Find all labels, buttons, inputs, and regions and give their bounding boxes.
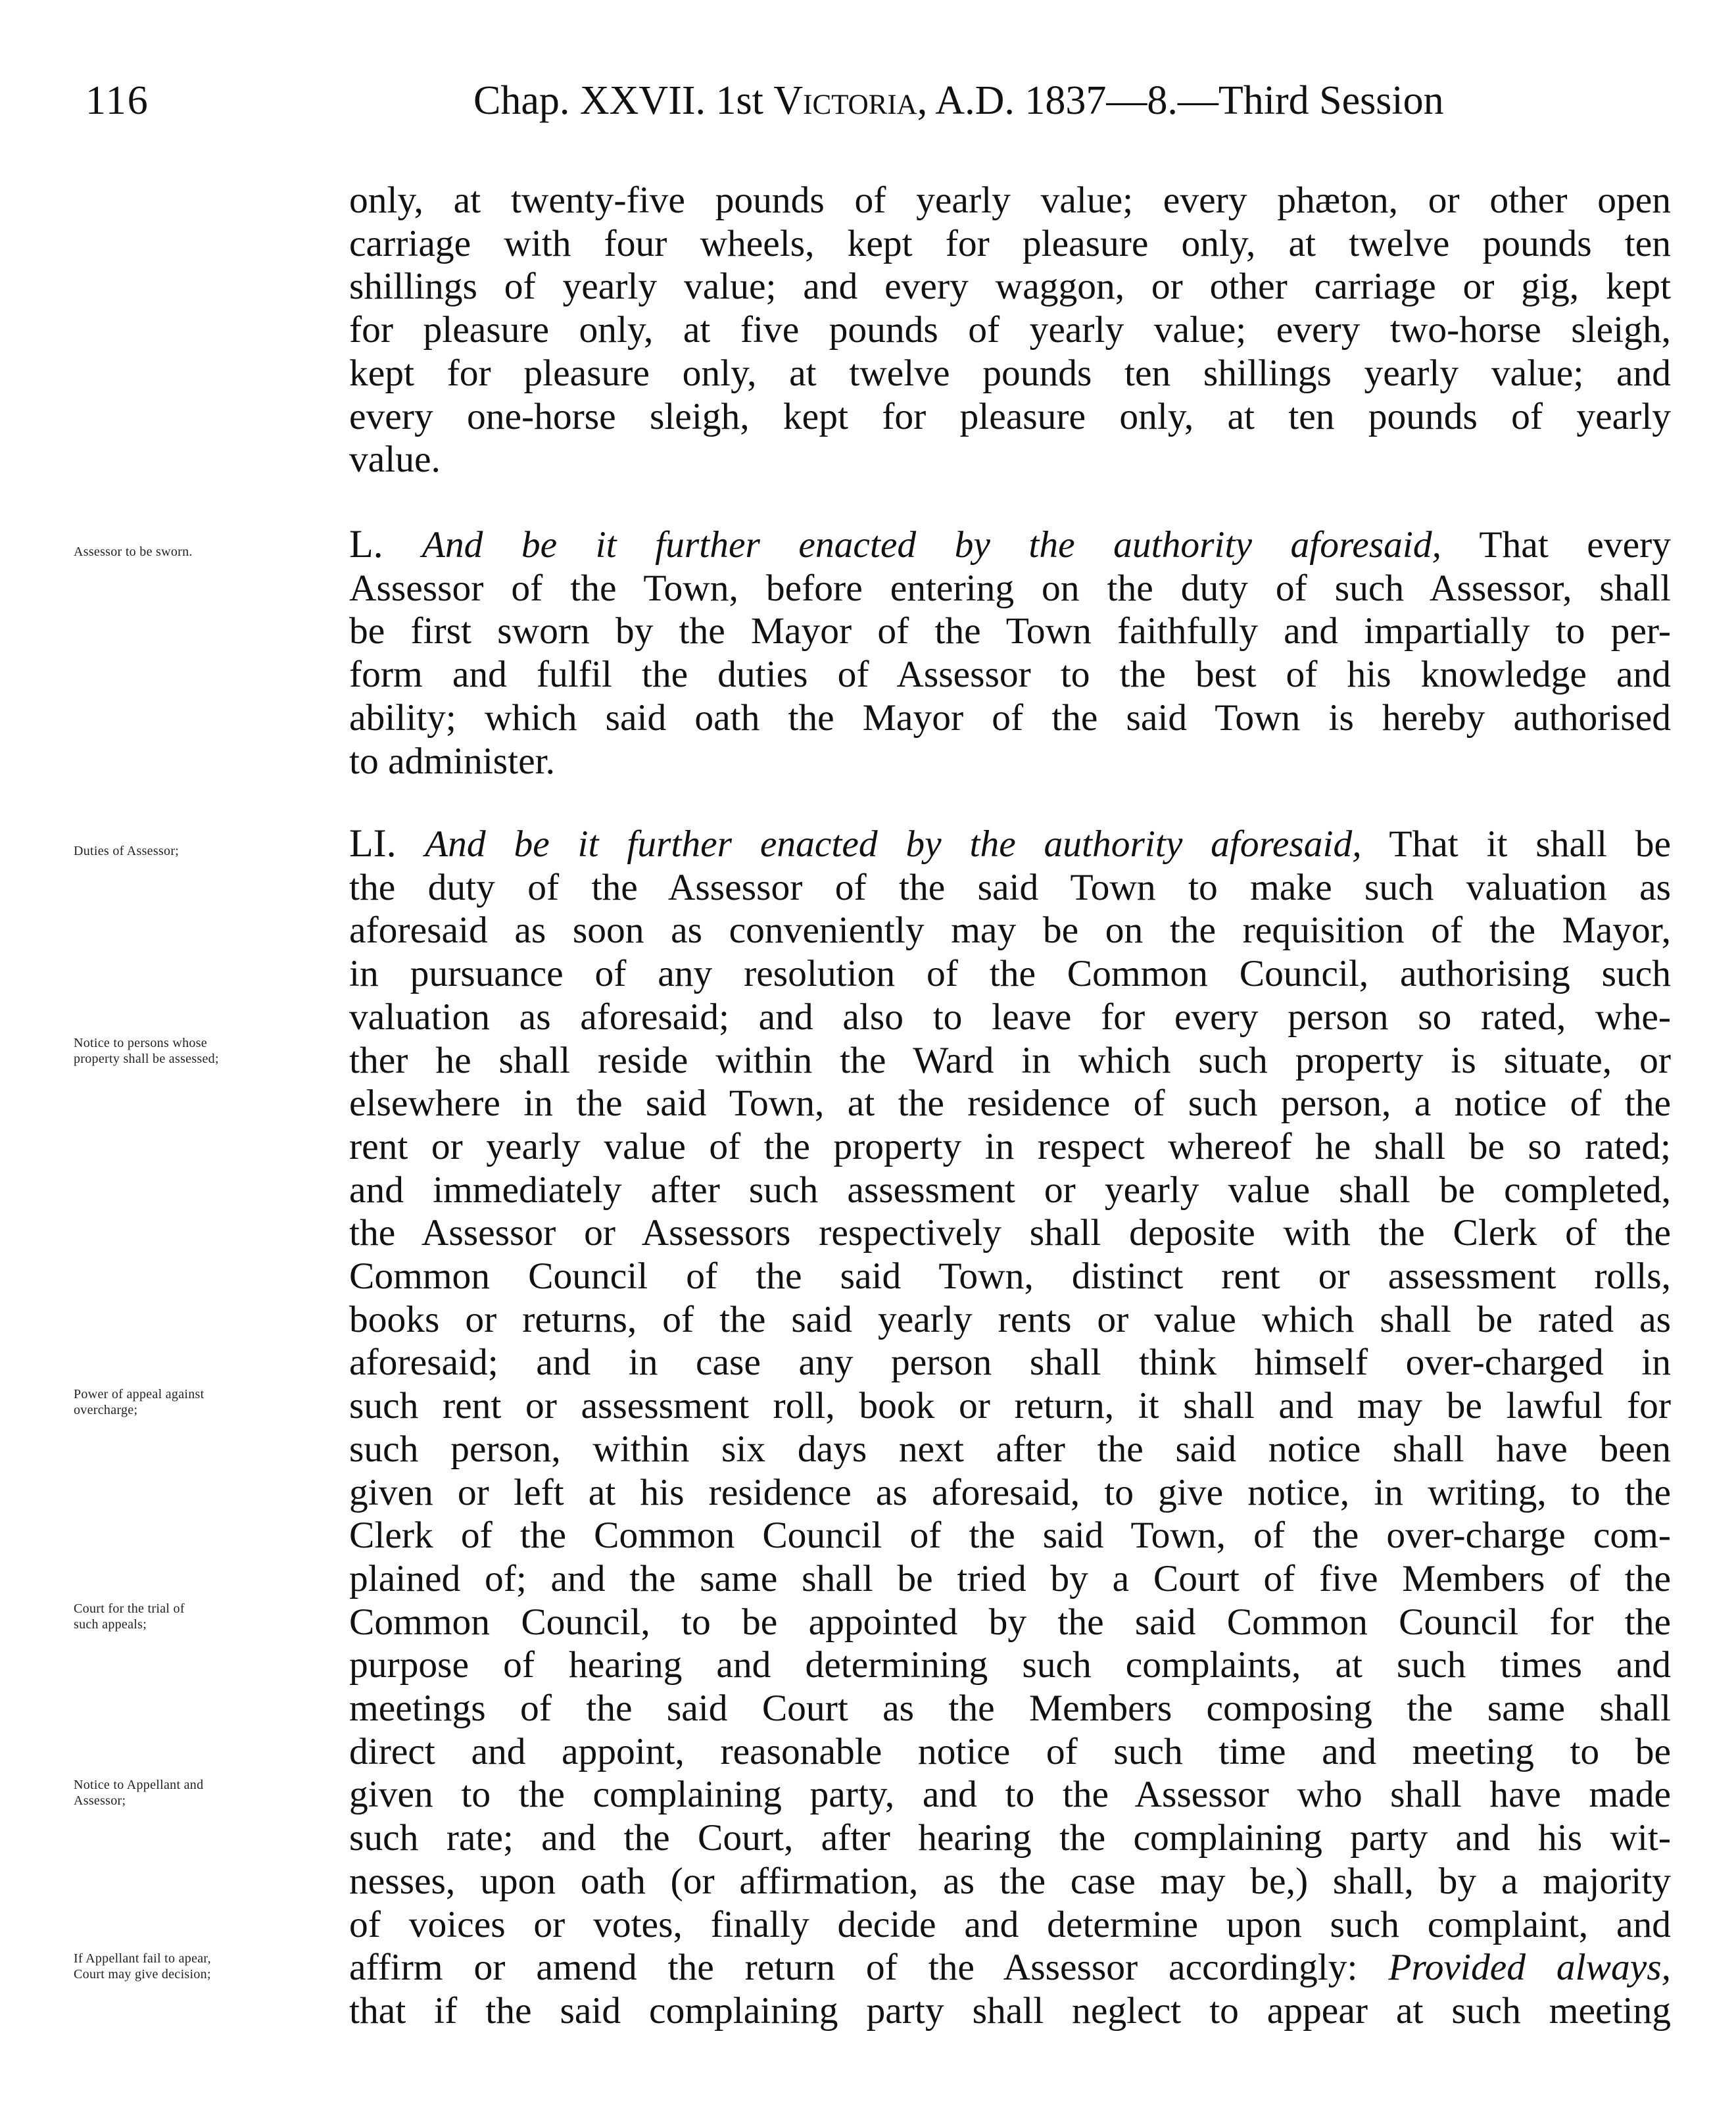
- session-date: , A.D. 1837—8.—Third Session: [917, 78, 1444, 123]
- marginal-note-line: overcharge;: [74, 1403, 138, 1417]
- marginal-note-line: Assessor;: [74, 1793, 126, 1808]
- text-line: and immediately after such assessment or yearly value shall be completed,: [349, 1169, 1671, 1211]
- text-line: Assessor of the Town, before entering on the duty of such Assessor, shall: [349, 567, 1671, 609]
- text-line: ability; which said oath the Mayor of the said Town is hereby authorised: [349, 696, 1671, 739]
- text-line: carriage with four wheels, kept for pleasure only, at twelve pounds ten: [349, 222, 1671, 264]
- chapter-title: Chap. XXVII. 1st: [473, 78, 774, 123]
- marginal-note-notice-persons: [74, 1035, 337, 1067]
- text-line: Clerk of the Common Council of the said Town, of the over-charge com-: [349, 1515, 1671, 1557]
- text-fragment: That every: [1441, 524, 1671, 566]
- section-first-line: [349, 523, 1671, 567]
- section-number: LI.: [349, 821, 425, 865]
- text-fragment: That it shall be: [1361, 823, 1671, 865]
- proviso-line: [349, 1946, 1671, 1989]
- text-line: the Assessor or Assessors respectively shall deposite with the Clerk of the: [349, 1212, 1671, 1254]
- text-line: given or left at his residence as aforesaid, to give notice, in writing, to the: [349, 1471, 1671, 1513]
- text-line: meetings of the said Court as the Members composing the same shall: [349, 1688, 1671, 1730]
- text-line: to administer.: [349, 740, 556, 782]
- text-line: nesses, upon oath (or affirmation, as the case may be,) shall, by a majority: [349, 1860, 1671, 1902]
- marginal-note-line: Notice to persons whose: [74, 1036, 207, 1050]
- marginal-note-line: Court for the trial of: [74, 1601, 185, 1616]
- marginal-note-notice-appellant: [74, 1777, 337, 1809]
- page-number: 116: [85, 78, 149, 123]
- text-line: such person, within six days next after the said notice shall have been: [349, 1428, 1671, 1470]
- marginal-note-line: Duties of Assessor;: [74, 844, 180, 858]
- text-fragment: affirm or amend the return of the Assessor accordingly:: [349, 1947, 1389, 1989]
- text-line: elsewhere in the said Town, at the residence of such person, a notice of the: [349, 1083, 1671, 1125]
- text-line: direct and appoint, reasonable notice of such time and meeting to be: [349, 1730, 1671, 1772]
- proviso-clause: Provided always,: [1388, 1947, 1671, 1989]
- monarch-name: Victoria: [773, 78, 917, 123]
- text-line: every one-horse sleigh, kept for pleasure only, at ten pounds of yearly: [349, 395, 1671, 437]
- text-line: the duty of the Assessor of the said Town to make such valuation as: [349, 866, 1671, 908]
- enacting-clause: And be it further enacted by the authority aforesaid,: [425, 823, 1362, 865]
- marginal-note-line: property shall be assessed;: [74, 1052, 219, 1066]
- text-line: such rent or assessment roll, book or return, it shall and may be lawful for: [349, 1385, 1671, 1427]
- marginal-note-line: Power of appeal against: [74, 1387, 205, 1401]
- text-line: valuation as aforesaid; and also to leave for every person so rated, whe-: [349, 996, 1671, 1038]
- text-line: only, at twenty-five pounds of yearly value; every phæton, or other open: [349, 180, 1671, 221]
- text-line: of voices or votes, finally decide and determine upon such complaint, and: [349, 1903, 1671, 1945]
- text-line: Common Council of the said Town, distinct rent or assessment rolls,: [349, 1255, 1671, 1298]
- text-line: be first sworn by the Mayor of the Town faithfully and impartially to per-: [349, 610, 1671, 652]
- text-line: Common Council, to be appointed by the said Common Council for the: [349, 1601, 1671, 1643]
- marginal-note-power-appeal: [74, 1386, 337, 1418]
- text-line: books or returns, of the said yearly rents or value which shall be rated as: [349, 1298, 1671, 1340]
- marginal-note-line: Court may give decision;: [74, 1967, 211, 1982]
- marginal-note-assessor-sworn: [74, 544, 337, 560]
- marginal-note-line: Assessor to be sworn.: [74, 545, 193, 559]
- page-header: [85, 78, 1664, 130]
- enacting-clause: And be it further enacted by the authority aforesaid,: [422, 524, 1441, 566]
- marginal-note-line: If Appellant fail to apear,: [74, 1951, 211, 1966]
- text-line: in pursuance of any resolution of the Common Council, authorising such: [349, 953, 1671, 995]
- section-50: [349, 523, 1671, 783]
- text-line: purpose of hearing and determining such complaints, at such times and: [349, 1644, 1671, 1686]
- section-first-line: [349, 822, 1671, 866]
- marginal-note-duties: [74, 843, 337, 859]
- text-line: shillings of yearly value; and every waggon, or other carriage or gig, kept: [349, 266, 1671, 308]
- marginal-note-fail-appear: [74, 1951, 337, 1982]
- text-line: ther he shall reside within the Ward in which such property is situate, or: [349, 1039, 1671, 1081]
- intro-paragraph: [349, 179, 1671, 481]
- text-line: value.: [349, 439, 441, 481]
- text-line: kept for pleasure only, at twelve pounds ten shillings yearly value; and: [349, 352, 1671, 394]
- text-line: such rate; and the Court, after hearing the complaining party and his wit-: [349, 1817, 1671, 1859]
- marginal-note-line: Notice to Appellant and: [74, 1778, 204, 1792]
- marginal-note-line: such appeals;: [74, 1617, 147, 1632]
- section-51: [349, 822, 1671, 2033]
- text-line: aforesaid; and in case any person shall think himself over-charged in: [349, 1342, 1671, 1384]
- text-line: for pleasure only, at five pounds of yearly value; every two-horse sleigh,: [349, 309, 1671, 351]
- text-line: plained of; and the same shall be tried by a Court of five Members of the: [349, 1557, 1671, 1599]
- text-line: aforesaid as soon as conveniently may be on the requisition of the Mayor,: [349, 910, 1671, 952]
- marginal-note-court-trial: [74, 1601, 337, 1632]
- text-line: that if the said complaining party shall neglect to appear at such meeting: [349, 1989, 1671, 2032]
- text-line: given to the complaining party, and to the Assessor who shall have made: [349, 1774, 1671, 1816]
- section-number: L.: [349, 522, 422, 566]
- text-line: rent or yearly value of the property in respect whereof he shall be so rated;: [349, 1125, 1671, 1167]
- text-line: form and fulfil the duties of Assessor to the best of his knowledge and: [349, 654, 1671, 696]
- running-head: [473, 78, 1444, 124]
